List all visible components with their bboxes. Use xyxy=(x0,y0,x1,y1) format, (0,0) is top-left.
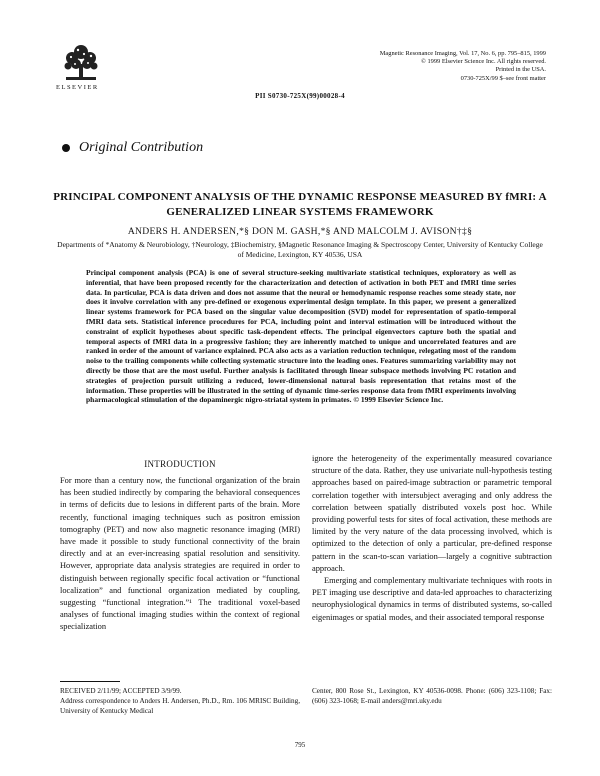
body-paragraph: ignore the heterogeneity of the experimentally measured covariance structure of the data. Rather, they use univariate null-hypothesis testing approaches based on paired-image subtraction or parametric temporal correlation together with intersubject averaging and only address the correlation between spatially distributed voxels post hoc. While providing powerful tests for sites of focal activation, these methods are limited by the very nature of the data processing involved, which is optimized to the detection of only a particular, pre-defined response pattern in the scan-to-scan variation—largely a cognitive subtraction approach. xyxy=(312,454,552,573)
body-paragraph: Emerging and complementary multivariate techniques with roots in PET imaging use descriptive and data-led approaches to characterizing neurophysiological dynamics in terms of distributed systems, so-called eigenimages or spatial modes, and their associated temporal response xyxy=(312,576,552,622)
journal-citation: Magnetic Resonance Imaging, Vol. 17, No. 6, pp. 795–815, 1999 xyxy=(379,50,546,57)
pii-identifier: PII S0730-725X(99)00028-4 xyxy=(255,92,345,100)
body-column-left xyxy=(60,475,300,634)
bullet-icon xyxy=(62,144,70,152)
author-affiliation: Departments of *Anatomy & Neurobiology, †Neurology, ‡Biochemistry, §Magnetic Resonance Imaging & Spectroscopy Center, University of Kentucky College of Medicine, Lexington, KY 40536, USA xyxy=(57,240,543,259)
footnote-right: Center, 800 Rose St., Lexington, KY 40536-0098. Phone: (606) 323-1108; Fax: (606) 323-1068; E-mail anders@mri.uky.edu xyxy=(312,687,552,705)
elsevier-tree-logo-icon xyxy=(60,42,102,82)
printed-line: Printed in the USA. xyxy=(495,66,546,74)
introduction-heading: INTRODUCTION xyxy=(144,459,216,469)
body-column-right xyxy=(312,453,552,624)
abstract: Principal component analysis (PCA) is one of several structure-seeking multivariate statistical techniques, exploratory as well as inferential, that have been proposed recently for the characterization and detection of activation in both PET and fMRI time series data. In particular, PCA is data driven and does not assume that the neural or hemodynamic response reaches some steady state, nor does it involve correlation with any pre-defined or exogenous experimental design template. In this paper, we present a generalized linear systems framework for PCA based on the singular value decomposition (SVD) model for representation of spatio-temporal fMRI data sets. Statistical inference procedures for PCA, including point and interval estimation will be introduced without the constraint of explicit hypotheses about specific task-dependent effects. The principal eigenvectors capture both the spatial and temporal aspects of fMRI data in a progressive fashion; they are inherently matched to unique and uncorrelated features and are ranked in order of the amount of variance explained. PCA also acts as a variation reduction technique, relegating most of the random noise to the trailing components while collecting systematic structure into the leading ones. Features summarizing variability may not directly be those that are the most useful. Further analysis is facilitated through linear subspace methods involving PC rotation and strategies of projection pursuit utilizing a reduced, lower-dimensional natural basis representation that retains most of the information. These properties will be illustrated in the setting of dynamic time-series response data from fMRI experiments involving pharmacological stimulation of the dopaminergic nigro-striatal system in primates. © 1999 Elsevier Science Inc. xyxy=(86,268,516,405)
footnote-rule xyxy=(60,681,120,682)
article-authors: ANDERS H. ANDERSEN,*§ DON M. GASH,*§ AND MALCOLM J. AVISON†‡§ xyxy=(127,226,473,237)
article-title: PRINCIPAL COMPONENT ANALYSIS OF THE DYNAMIC RESPONSE MEASURED BY fMRI: A GENERALIZED LINEAR SYSTEMS FRAMEWORK xyxy=(53,191,547,218)
page-number: 795 xyxy=(294,741,306,749)
copyright-line: © 1999 Elsevier Science Inc. All rights reserved. xyxy=(421,58,546,66)
issn-line: 0730-725X/99 $–see front matter xyxy=(460,74,546,82)
footnote-left: RECEIVED 2/11/99; ACCEPTED 3/9/99. Address correspondence to Anders H. Andersen, Ph.D., Rm. 106 MRISC Building, University of Kentucky Medical xyxy=(60,687,300,715)
section-label-text: Original Contribution xyxy=(79,140,204,155)
publisher-logo-text: ELSEVIER xyxy=(56,84,99,91)
section-label xyxy=(62,140,203,156)
body-paragraph: For more than a century now, the functional organization of the brain has been studied indirectly by comparing the behavioral consequences in terms of deficits due to lesions in different parts of the brain. More recently, functional imaging techniques such as positron emission tomography (PET) and now also magnetic resonance imaging (MRI) have made it possible to study functional connectivity of the brain directly and at an ever-increasing spatial resolution and sensitivity. However, appropriate data analysis strategies are required in order to distinguish between regionally specific focal activation or “functional localization” and functional organization mediated by coupling, suggesting “functional integration.”¹ The traditional voxel-based analyses of functional imaging studies within the context of regional specialization xyxy=(60,476,300,632)
journal-info xyxy=(316,50,546,83)
